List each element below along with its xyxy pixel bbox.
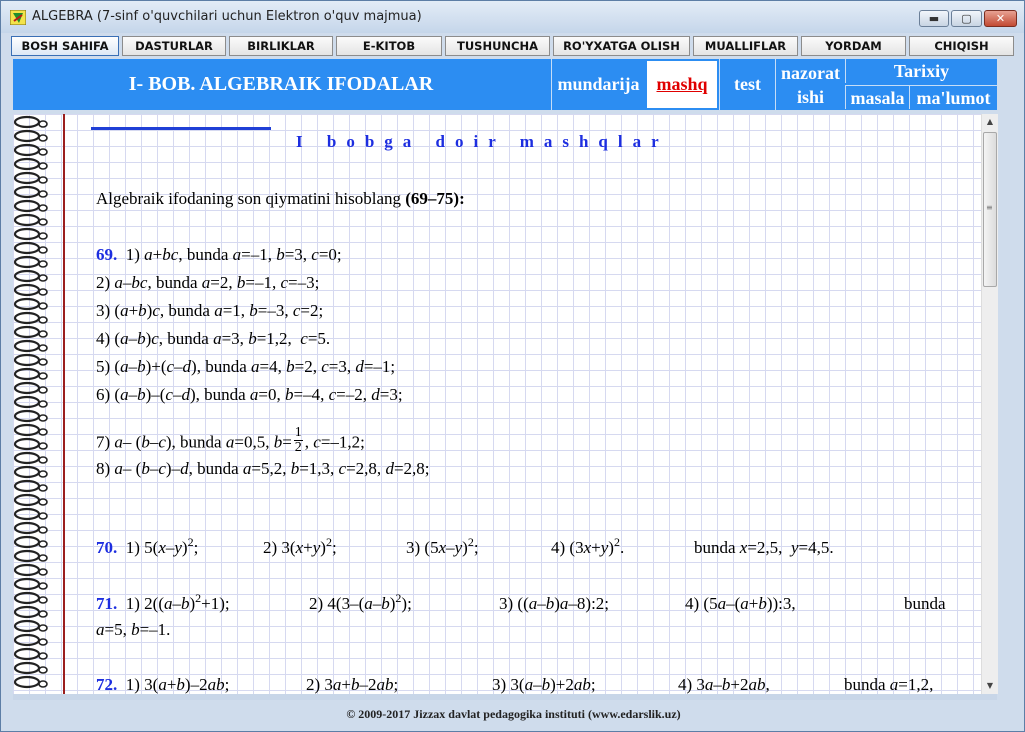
ex71-line2: a=5, b=–1.: [96, 620, 171, 639]
notebook-page: I bobga doir mashqlar Algebraik ifodaning son qiymatini hisoblang (69–75): 69. 1) a+bc, bunda a=–1, b=3, c=0; 2) a–bc, bunda a=2, b=–1, c=–3; 3) (a+b)c, bunda a=1, b=–3, c=2; 4) (a–b)c, bunda a=3, b=1,2, c=5. 5) (a–b)+(c–d), bunda a=4, b=2, c=3, d=–1; 6) (a–b)–(c–d), bunda a=0, b=–4, c=–2, d=3; 7) a– (b–c), bunda a=0,5, b= $\frac{1}{2}$ , c=–1,2; 8) a– (b–c)–d, bunda a=5,2, b=1,3, c=2,8, d=2,8; 70. 1) $5(x-y)^2$; 2) $3(x+y)^2$; 3) $(5x-y)^2$; 4) $(3x+y)^2$. bunda x=2,5, y=4,5. 71. 1) $2((a-b)^2+1)$; 2) $4(3-(a-b)^2)$; 3) ((a–b)a–8):2; 4) (5a–(a+b)):3, bunda a=5, b=–1. 72. 1) 3(a+b)–2ab; 2) 3a+b–2ab; 3) 3(a–b)+2ab; 4) 3a–b+2ab, bunda a=1,2,: [13, 114, 981, 694]
ex69-line5: 5) (a–b)+(c–d), bunda a=4, b=2, c=3, d=–1;: [96, 357, 396, 376]
window-title: ALGEBRA (7-sinf o'quvchilari uchun Elektron o'quv majmua): [32, 9, 422, 24]
intro-line: [96, 189, 465, 209]
chapter-title: I- BOB. ALGEBRAIK IFODALAR: [128, 73, 434, 95]
title-underline: [91, 127, 271, 130]
menu-bar: [1, 34, 1024, 57]
menu-e-kitob[interactable]: E-KITOB: [336, 36, 442, 56]
menu-tushuncha[interactable]: TUSHUNCHA: [445, 36, 550, 56]
close-icon: ✕: [995, 12, 1006, 25]
minimize-icon: ▬: [928, 12, 940, 25]
tab-nazorat-line2: ishi: [796, 87, 825, 107]
ex69-line8: 8) a– (b–c)–d, bunda a=5,2, b=1,3, c=2,8, d=2,8;: [96, 459, 430, 478]
page-bottom-edge: [13, 694, 997, 700]
ex69-line2: 2) a–bc, bunda a=2, b=–1, c=–3;: [96, 273, 320, 292]
chapter-header: [13, 59, 997, 110]
tab-test[interactable]: test: [719, 59, 775, 110]
ex69-line7: 7) a– (b–c), bunda a=0,5, b= $\frac{1}{2}$ , c=–1,2;: [96, 425, 365, 455]
menu-birliklar[interactable]: BIRLIKLAR: [229, 36, 333, 56]
close-button[interactable]: [984, 10, 1017, 27]
tab-tarixiy-malumot[interactable]: ma'lumot: [909, 85, 997, 109]
tab-mashq[interactable]: [645, 59, 719, 110]
menu-yordam[interactable]: YORDAM: [801, 36, 906, 56]
vertical-scrollbar[interactable]: [981, 114, 998, 694]
ex70-number: 70.: [96, 538, 118, 557]
tarixiy-group-label: Tarixiy: [845, 59, 997, 83]
menu-dasturlar[interactable]: DASTURLAR: [122, 36, 226, 56]
menu-chiqish[interactable]: CHIQISH: [909, 36, 1014, 56]
title-bar: [1, 1, 1024, 33]
ex71-number: 71.: [96, 594, 118, 613]
ex72-number: 72.: [96, 675, 118, 694]
ex69-line3: 3) (a+b)c, bunda a=1, b=–3, c=2;: [96, 301, 324, 320]
intro-text: Algebraik ifodaning son qiymatini hisoblang: [96, 189, 406, 208]
tab-nazorat-ishi[interactable]: [775, 59, 845, 110]
scroll-grip-icon: ≡: [986, 203, 993, 212]
app-icon: [10, 10, 26, 25]
menu-royxatga-olish[interactable]: RO'YXATGA OLISH: [553, 36, 690, 56]
tab-tarixiy-masala[interactable]: masala: [845, 85, 909, 109]
tab-nazorat-line1: nazorat: [781, 63, 840, 83]
fraction-one-half: $\frac{1}{2}$: [294, 425, 302, 455]
intro-range: (69–75):: [405, 189, 465, 208]
menu-mualliflar[interactable]: MUALLIFLAR: [693, 36, 798, 56]
maximize-button[interactable]: [951, 10, 982, 27]
maximize-icon: ▢: [961, 12, 972, 25]
menu-bosh-sahifa[interactable]: BOSH SAHIFA: [11, 36, 119, 56]
tab-mashq-label: mashq: [656, 74, 708, 94]
spiral-binding-icon: [13, 114, 55, 694]
scroll-up-arrow-icon[interactable]: ▲: [986, 117, 994, 126]
margin-line: [63, 114, 65, 694]
minimize-button[interactable]: [919, 10, 949, 27]
tab-mundarija[interactable]: mundarija: [551, 59, 645, 110]
scroll-down-arrow-icon[interactable]: ▼: [986, 681, 994, 690]
footer-copyright: © 2009-2017 Jizzax davlat pedagogika instituti (www.edarslik.uz): [346, 707, 681, 721]
ex69-line4: 4) (a–b)c, bunda a=3, b=1,2, c=5.: [96, 329, 331, 348]
ex69-line6: 6) (a–b)–(c–d), bunda a=0, b=–4, c=–2, d=3;: [96, 385, 403, 404]
page-heading: I bobga doir mashqlar: [296, 132, 669, 151]
ex69-line1: 69. 1) a+bc, bunda a=–1, b=3, c=0;: [96, 245, 342, 264]
ex69-number: 69.: [96, 245, 118, 264]
